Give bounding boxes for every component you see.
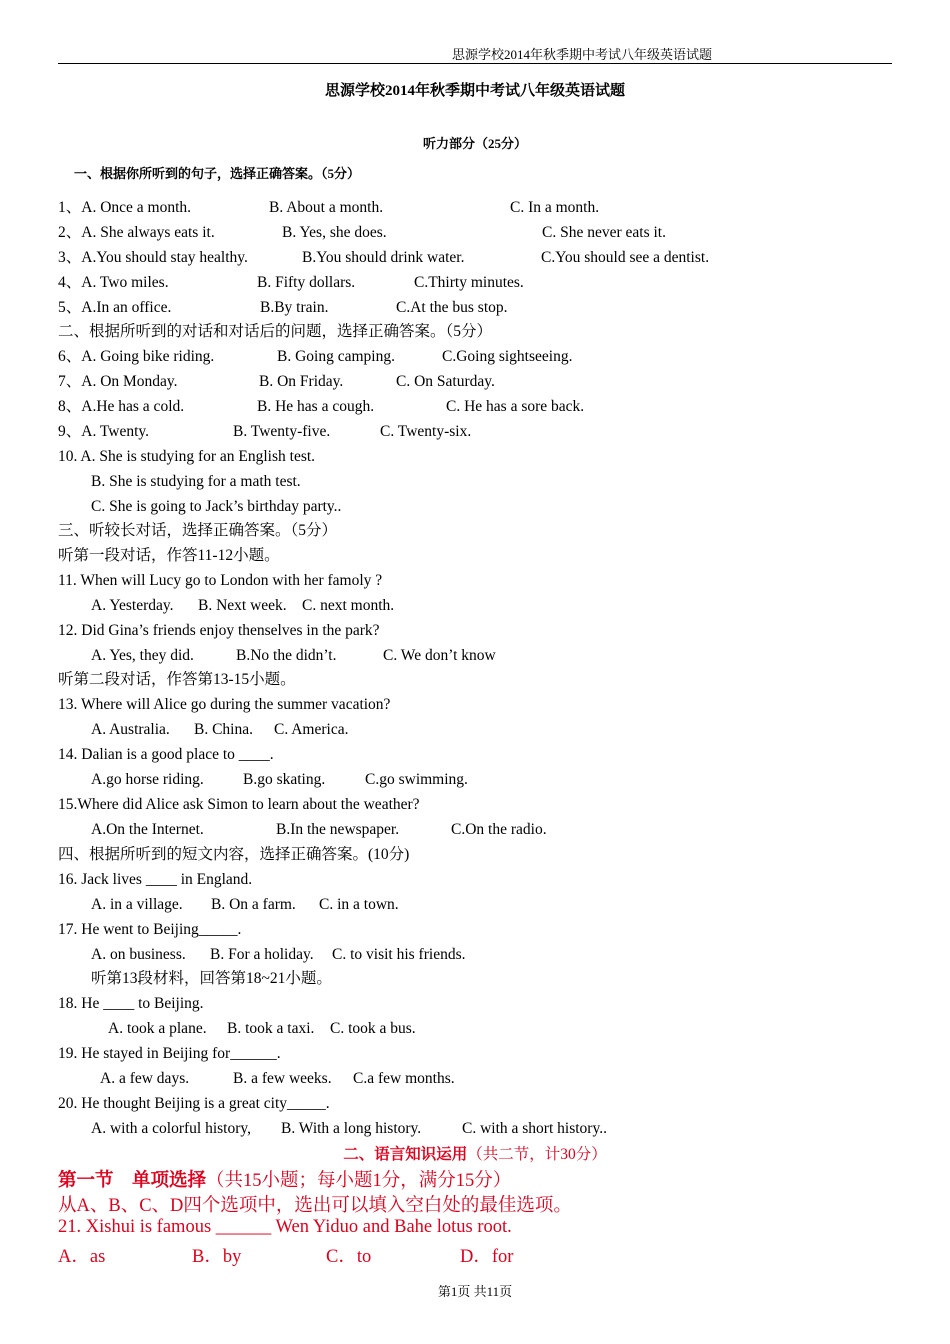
option-text: A. with a colorful history, bbox=[91, 1120, 251, 1137]
option-text: A. in a village. bbox=[91, 896, 183, 913]
option-text: A. a few days. bbox=[100, 1070, 190, 1087]
option-text: C.You should see a dentist. bbox=[541, 249, 710, 266]
option-text: B.In the newspaper. bbox=[276, 821, 400, 838]
option-text: C. He has a sore back. bbox=[446, 398, 585, 415]
option-text: B. On Friday. bbox=[259, 373, 344, 390]
option-text: C.Going sightseeing. bbox=[442, 348, 573, 365]
question-text: 14. Dalian is a good place to ____. bbox=[58, 746, 274, 763]
running-header: 思源学校2014年秋季期中考试八年级英语试题 bbox=[452, 47, 713, 62]
option-text: C. We don’t know bbox=[383, 647, 496, 664]
section-4-heading: 四、根据所听到的短文内容，选择正确答案。(10分) bbox=[58, 846, 410, 863]
option-b: B．by bbox=[192, 1247, 242, 1267]
option-text: C. with a short history.. bbox=[462, 1120, 607, 1137]
part-2-note: （共二节，计30分） bbox=[467, 1146, 607, 1163]
option-text: 7、A. On Monday. bbox=[58, 373, 178, 390]
option-text: C.Thirty minutes. bbox=[414, 274, 524, 291]
option-text: C. In a month. bbox=[510, 199, 600, 216]
question-21-options bbox=[58, 1242, 658, 1268]
instruction-text: 听第二段对话，作答第13-15小题。 bbox=[58, 671, 296, 688]
option-text: C. took a bus. bbox=[330, 1020, 416, 1037]
question-text: 13. Where will Alice go during the summer vacation? bbox=[58, 696, 391, 713]
option-text: B. China. bbox=[194, 721, 253, 738]
question-text: 19. He stayed in Beijing for______. bbox=[58, 1045, 281, 1062]
option-text: 5、A.In an office. bbox=[58, 299, 172, 316]
option-text: B. He has a cough. bbox=[257, 398, 375, 415]
option-text: B.go skating. bbox=[243, 771, 326, 788]
section-1-heading: 一、根据你所听到的句子，选择正确答案。（5分） bbox=[74, 166, 361, 181]
option-text: 8、A.He has a cold. bbox=[58, 398, 185, 415]
option-text: C. She never eats it. bbox=[542, 224, 666, 241]
question-21: 21. Xishui is famous ______ Wen Yiduo and Bahe lotus root. bbox=[58, 1217, 512, 1237]
instruction-text: 听第13段材料，回答第18~21小题。 bbox=[91, 970, 332, 987]
option-text: A. took a plane. bbox=[108, 1020, 207, 1037]
option-text: B. Going camping. bbox=[277, 348, 395, 365]
option-text: B. Next week. bbox=[198, 597, 287, 614]
section-3-heading: 三、听较长对话，选择正确答案。（5分） bbox=[58, 522, 338, 539]
listening-title: 听力部分（25分） bbox=[422, 136, 527, 151]
option-text: B. On a farm. bbox=[211, 896, 296, 913]
option-text: 4、A. Two miles. bbox=[58, 274, 169, 291]
option-text: A.go horse riding. bbox=[91, 771, 204, 788]
option-text: 3、A.You should stay healthy. bbox=[58, 249, 248, 266]
question-text: 17. He went to Beijing_____. bbox=[58, 921, 242, 938]
option-text: A. on business. bbox=[91, 946, 186, 963]
section-2-heading: 二、根据所听到的对话和对话后的问题，选择正确答案。（5分） bbox=[58, 323, 493, 340]
header-rule bbox=[58, 63, 892, 64]
option-a: A．as bbox=[58, 1247, 106, 1267]
option-text: B. For a holiday. bbox=[210, 946, 314, 963]
option-text: B. Fifty dollars. bbox=[257, 274, 356, 291]
question-text: 11. When will Lucy go to London with her famoly ? bbox=[58, 572, 383, 589]
option-text: C.go swimming. bbox=[365, 771, 468, 788]
option-text: 1、A. Once a month. bbox=[58, 199, 192, 216]
section-1-title bbox=[58, 1166, 511, 1192]
option-text: B.No the didn’t. bbox=[236, 647, 337, 664]
option-text: B. a few weeks. bbox=[233, 1070, 332, 1087]
question-text: 10. A. She is studying for an English test. bbox=[58, 448, 316, 465]
option-text: B. She is studying for a math test. bbox=[91, 473, 301, 490]
option-text: C.At the bus stop. bbox=[396, 299, 508, 316]
instruction-text: 听第一段对话，作答11-12小题。 bbox=[58, 547, 280, 564]
option-text: C. America. bbox=[274, 721, 349, 738]
exam-title: 思源学校2014年秋季期中考试八年级英语试题 bbox=[324, 83, 625, 99]
option-text: C.a few months. bbox=[353, 1070, 455, 1087]
option-text: B. Twenty-five. bbox=[233, 423, 331, 440]
option-text: A.On the Internet. bbox=[91, 821, 204, 838]
question-text: 16. Jack lives ____ in England. bbox=[58, 871, 253, 888]
option-text: C. Twenty-six. bbox=[380, 423, 472, 440]
option-text: A. Yes, they did. bbox=[91, 647, 194, 664]
option-text: C. in a town. bbox=[319, 896, 399, 913]
option-text: A. Yesterday. bbox=[91, 597, 174, 614]
option-c: C．to bbox=[326, 1247, 372, 1267]
option-text: A. Australia. bbox=[91, 721, 170, 738]
option-text: B. With a long history. bbox=[281, 1120, 422, 1137]
option-text: C. to visit his friends. bbox=[332, 946, 466, 963]
option-text: C. next month. bbox=[302, 597, 395, 614]
option-text: C. She is going to Jack’s birthday party.. bbox=[91, 498, 342, 515]
section-1-name: 第一节 单项选择 bbox=[58, 1171, 207, 1191]
option-d: D．for bbox=[460, 1247, 514, 1267]
section-1-instruction: 从A、B、C、D四个选项中，选出可以填入空白处的最佳选项。 bbox=[58, 1196, 572, 1216]
part-2-title: 二、语言知识运用 bbox=[343, 1146, 468, 1163]
option-text: C. On Saturday. bbox=[396, 373, 495, 390]
option-text: B.You should drink water. bbox=[302, 249, 465, 266]
option-text: 9、A. Twenty. bbox=[58, 423, 150, 440]
option-text: B. Yes, she does. bbox=[282, 224, 387, 241]
option-text: B.By train. bbox=[260, 299, 329, 316]
question-text: 15.Where did Alice ask Simon to learn about the weather? bbox=[58, 796, 420, 813]
page-footer: 第1页 共11页 bbox=[437, 1284, 513, 1299]
option-text: 6、A. Going bike riding. bbox=[58, 348, 215, 365]
option-text: B. About a month. bbox=[269, 199, 384, 216]
part-2-heading bbox=[0, 1142, 950, 1164]
question-text: 12. Did Gina’s friends enjoy thenselves in the park? bbox=[58, 622, 380, 639]
option-text: B. took a taxi. bbox=[227, 1020, 315, 1037]
section-1-note: （共15小题；每小题1分，满分15分） bbox=[206, 1171, 512, 1191]
question-text: 18. He ____ to Beijing. bbox=[58, 995, 204, 1012]
question-text: 20. He thought Beijing is a great city_____. bbox=[58, 1095, 330, 1112]
option-text: 2、A. She always eats it. bbox=[58, 224, 215, 241]
option-text: C.On the radio. bbox=[451, 821, 547, 838]
